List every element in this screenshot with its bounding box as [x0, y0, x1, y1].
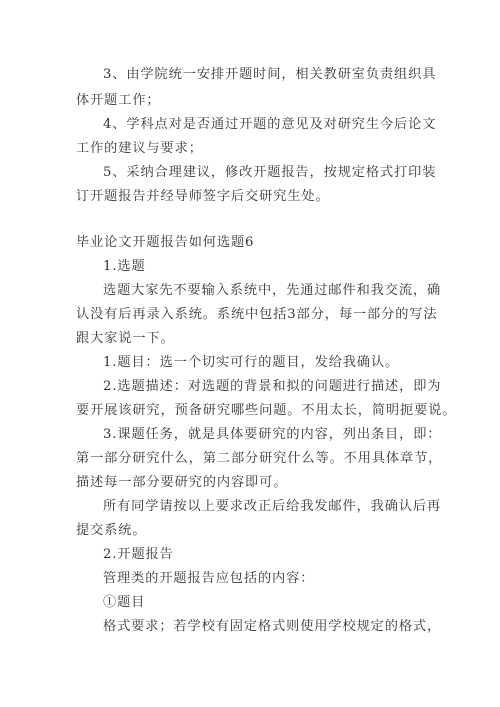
paragraph-3-line-1: 3、由学院统一安排开题时间，相关教研室负责组织具: [103, 67, 437, 82]
sub-item-3-line-1: 3.课题任务，就是具体要研究的内容，列出条目，即：: [103, 427, 442, 442]
note-line-1: 所有同学请按以上要求改正后给我发邮件，我确认后再: [103, 499, 442, 514]
paragraph-4-line-2: 工作的建议与要求；: [76, 141, 203, 156]
sub-item-3-line-2: 第一部分研究什么，第二部分研究什么等。不用具体章节，: [76, 451, 443, 466]
sub-item-1: 1.题目：选一个切实可行的题目，发给我确认。: [103, 355, 400, 370]
intro-line-2: 认没有后再录入系统。系统中包括3部分，每一部分的写法: [76, 307, 438, 322]
sub-item-3-line-3: 描述每一部分要研究的内容即可。: [76, 475, 288, 490]
paragraph-5-line-1: 5、采纳合理建议，修改开题报告，按规定格式打印装: [103, 165, 437, 180]
note-line-2: 提交系统。: [76, 523, 147, 538]
paragraph-3-line-2: 体开题工作；: [76, 93, 161, 108]
item-1-heading: 1.选题: [103, 259, 146, 274]
sub-item-2-line-2: 要开展该研究，预备研究哪些问题。不用太长，简明扼要说。: [76, 403, 457, 418]
section-title: 毕业论文开题报告如何选题6: [76, 235, 255, 250]
circle-item-1: ①题目: [103, 595, 146, 610]
report-intro: 管理类的开题报告应包括的内容：: [103, 571, 315, 586]
intro-line-3: 跟大家说一下。: [76, 331, 175, 346]
sub-item-2-line-1: 2.选题描述：对选题的背景和拟的问题进行描述，即为: [103, 379, 442, 394]
paragraph-4-line-1: 4、学科点对是否通过开题的意见及对研究生今后论文: [103, 117, 437, 132]
format-requirement-line: 格式要求；若学校有固定格式则使用学校规定的格式，: [103, 619, 442, 634]
item-2-heading: 2.开题报告: [103, 547, 174, 562]
intro-line-1: 选题大家先不要输入系统中，先通过邮件和我交流，确: [103, 283, 442, 298]
paragraph-5-line-2: 订开题报告并经导师签字后交研究生处。: [76, 189, 330, 204]
